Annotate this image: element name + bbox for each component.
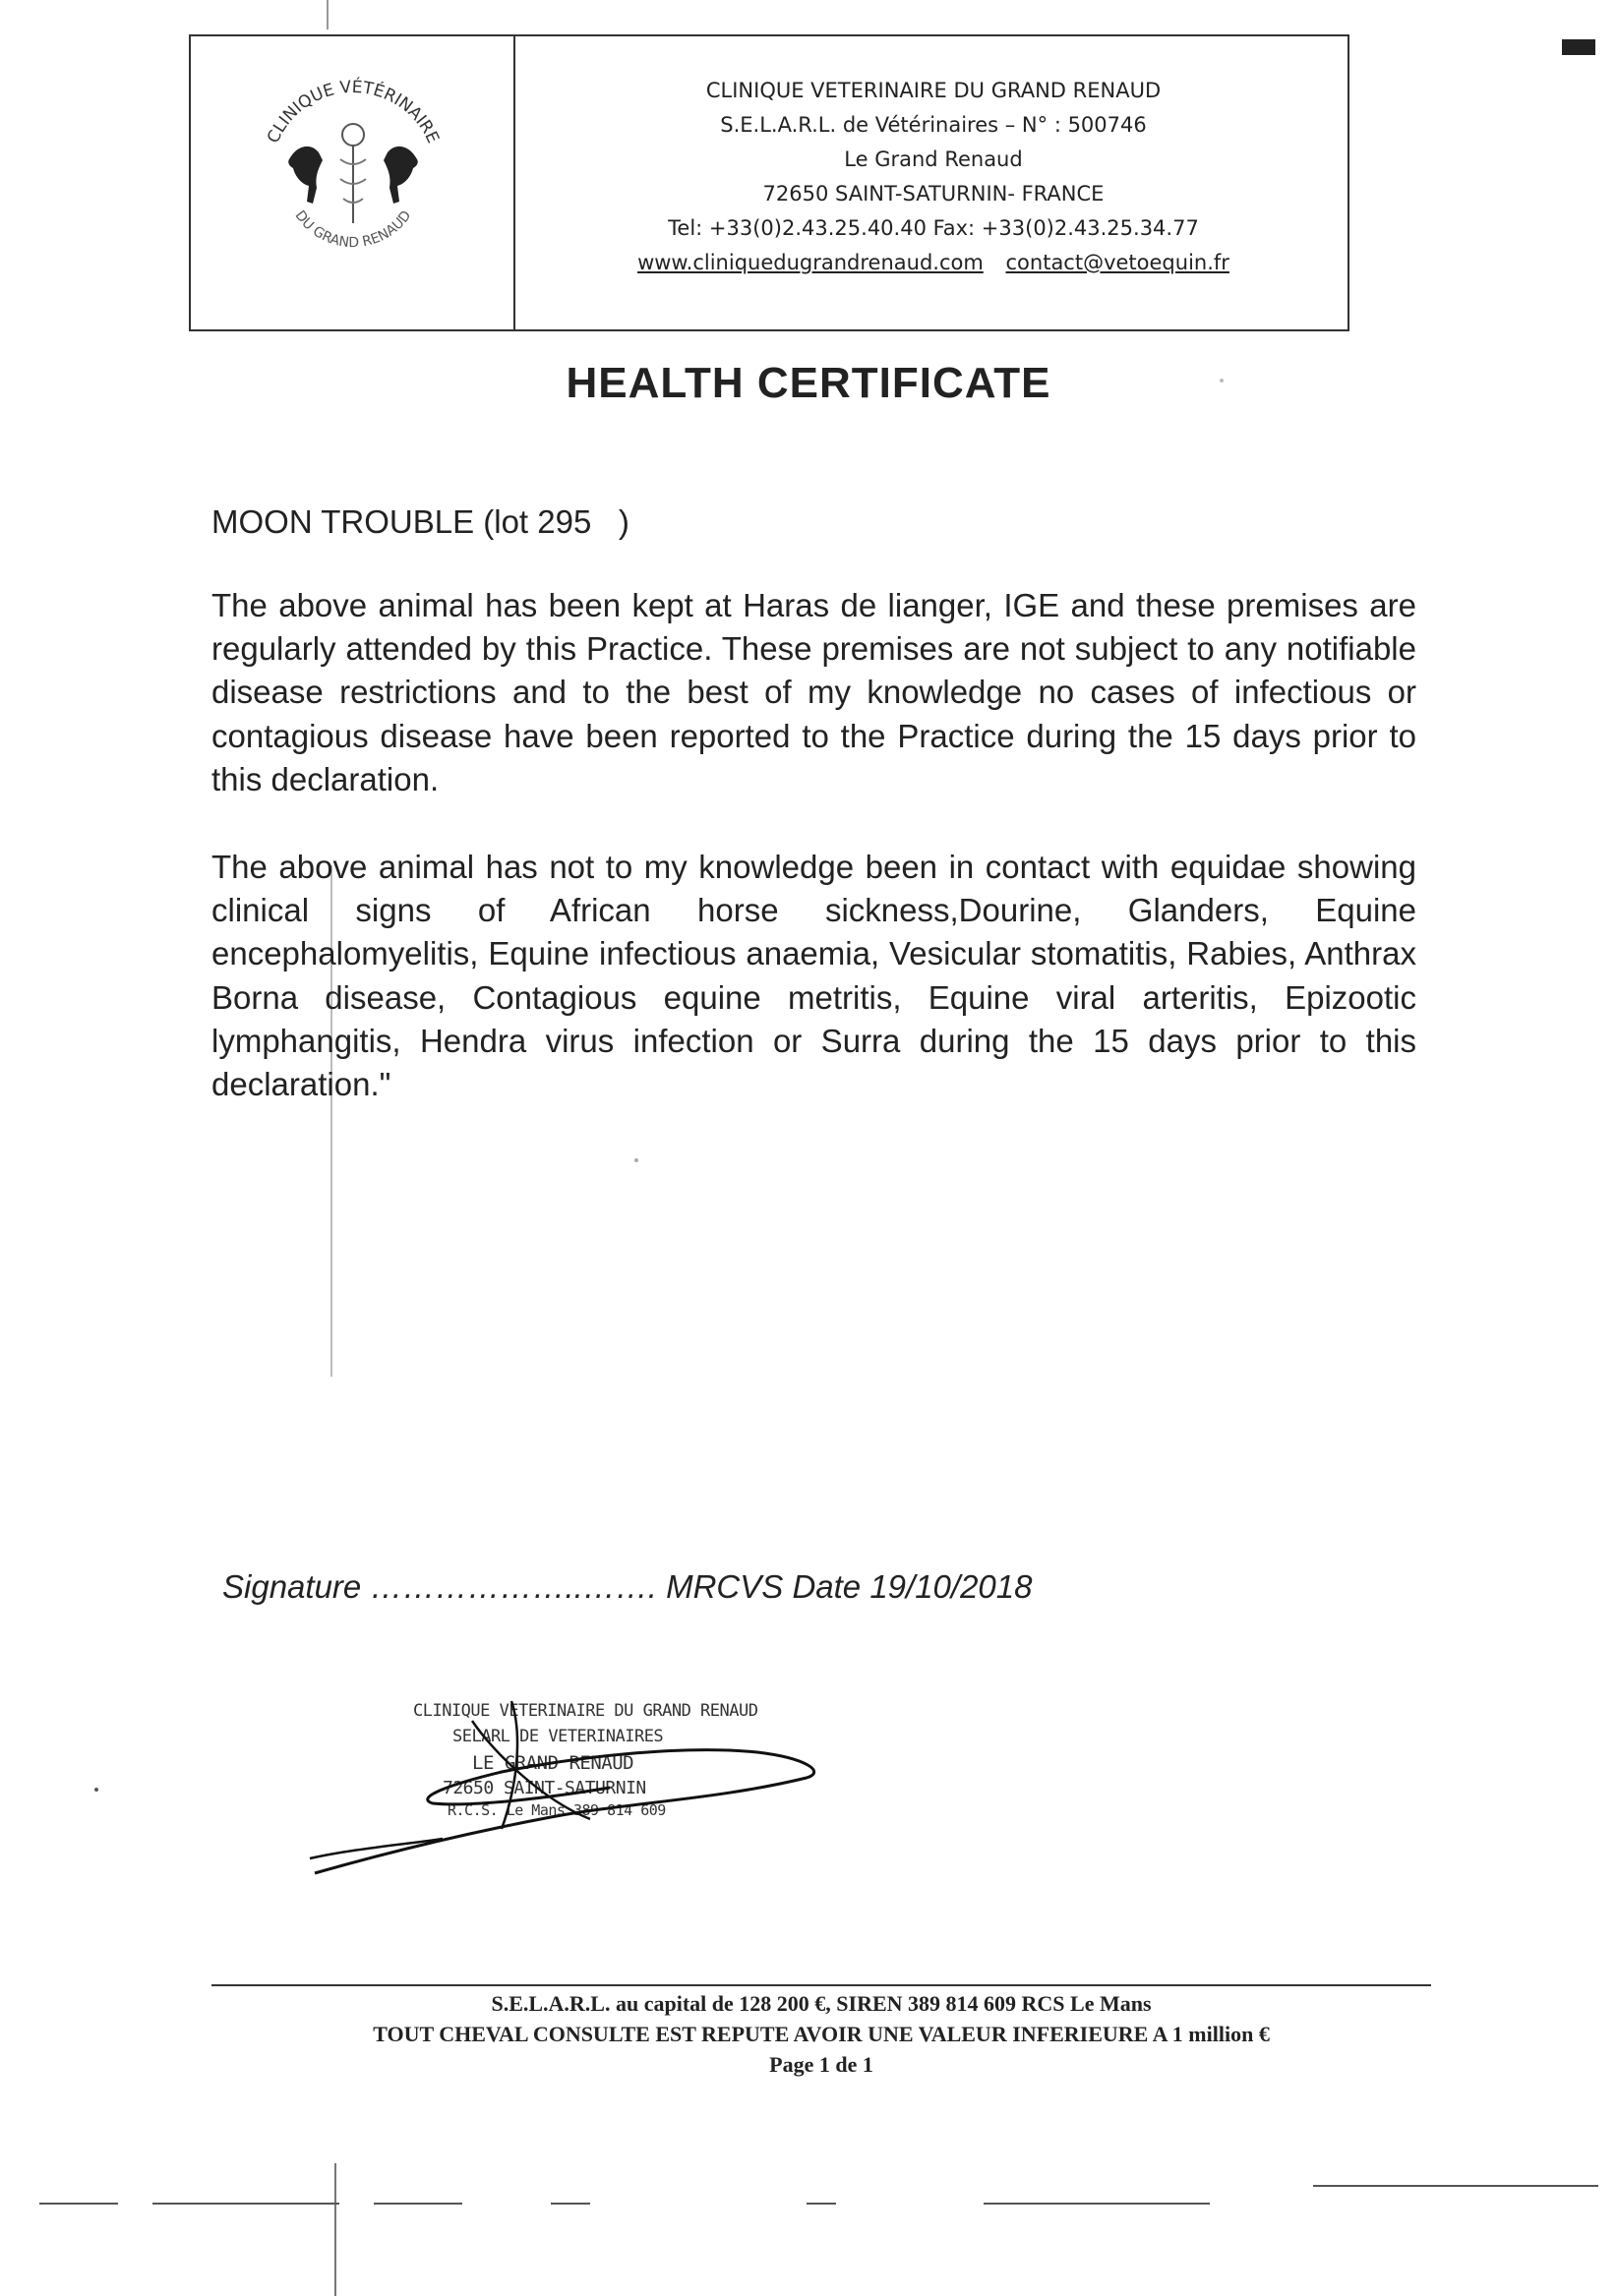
document-title: HEALTH CERTIFICATE	[566, 359, 1051, 407]
clinic-email-link[interactable]: contact@vetoequin.fr	[1005, 251, 1229, 274]
scan-edge-dash	[374, 2203, 462, 2205]
scan-fold-line	[334, 2163, 336, 2296]
horse-right-icon	[384, 147, 418, 204]
stamp-line-4: 72650 SAINT-SATURNIN	[443, 1778, 646, 1798]
logo-arc-bottom: DU GRAND RENAUD	[291, 207, 415, 252]
letterhead-divider	[513, 36, 515, 329]
handwritten-signature	[295, 1662, 846, 1888]
footer-legal	[211, 1988, 1431, 2080]
stamp-line-2: SELARL DE VETERINAIRES	[452, 1727, 664, 1746]
clinic-contact-block	[517, 74, 1349, 280]
scan-edge-dash	[1313, 2185, 1598, 2187]
scan-edge-dash	[984, 2203, 1210, 2205]
stamp-line-3: LE GRAND RENAUD	[472, 1752, 634, 1774]
horse-left-icon	[288, 147, 323, 204]
clinic-stamp	[295, 1662, 846, 1888]
stamp-line-1: CLINIQUE VETERINAIRE DU GRAND RENAUD	[413, 1701, 758, 1721]
footer-line-1: S.E.L.A.R.L. au capital de 128 200 €, SIREN 389 814 609 RCS Le Mans	[491, 1991, 1152, 2016]
stamp-line-5: R.C.S. Le Mans 389 814 609	[448, 1801, 666, 1819]
signature-date-line: Signature ………………..……. MRCVS Date 19/10/2018	[222, 1568, 1033, 1605]
clinic-phone-fax: Tel: +33(0)2.43.25.40.40 Fax: +33(0)2.43.25.34.77	[668, 216, 1199, 240]
clinic-name: CLINIQUE VETERINAIRE DU GRAND RENAUD	[705, 79, 1162, 102]
scan-edge-dash	[152, 2203, 339, 2205]
scan-speck	[94, 1788, 98, 1792]
scan-mark	[1562, 39, 1595, 55]
footer-page-number: Page 1 de 1	[769, 2052, 873, 2077]
footer-line-2: TOUT CHEVAL CONSULTE EST REPUTE AVOIR UNE VALEUR INFERIEURE A 1 million €	[373, 2022, 1270, 2046]
scan-edge-dash	[39, 2203, 118, 2205]
scan-fold-line	[327, 0, 329, 29]
scan-edge-dash	[807, 2203, 836, 2205]
clinic-company: S.E.L.A.R.L. de Vétérinaires – N° : 500746	[720, 113, 1147, 137]
logo-arc-top: CLINIQUE VÉTÉRINAIRE	[263, 77, 444, 147]
clinic-address-line2: 72650 SAINT-SATURNIN- FRANCE	[762, 182, 1105, 206]
clinic-website-link[interactable]: www.cliniquedugrandrenaud.com	[637, 251, 984, 274]
declaration-paragraph-1: The above animal has been kept at Haras de lianger, IGE and these premises are regularly attended by this Practice. These premises are not subject to any notifiable disease restrictions and to the best of my knowledge no cases of infectious or contagious disease have been reported to the Practice during the 15 days prior to this declaration.	[211, 587, 1416, 797]
declaration-paragraph-2: The above animal has not to my knowledge been in contact with equidae showing clinical signs of African horse sickness,Dourine, Glanders, Equine encephalomyelitis, Equine infectious anaemia, Vesicular stomatitis, Rabies, Anthrax Borna disease, Contagious equine metritis, Equine viral arteritis, Epizootic lymphangitis, Hendra virus infection or Surra during the 15 days prior to this declaration."	[211, 849, 1416, 1103]
clinic-logo	[250, 66, 456, 272]
letterhead-box	[189, 34, 1349, 331]
animal-line: MOON TROUBLE (lot 295 )	[211, 503, 629, 540]
scan-speck	[634, 1158, 638, 1162]
footer-rule	[211, 1984, 1431, 1986]
clinic-address-line1: Le Grand Renaud	[844, 147, 1023, 171]
scan-edge-dash	[551, 2203, 590, 2205]
